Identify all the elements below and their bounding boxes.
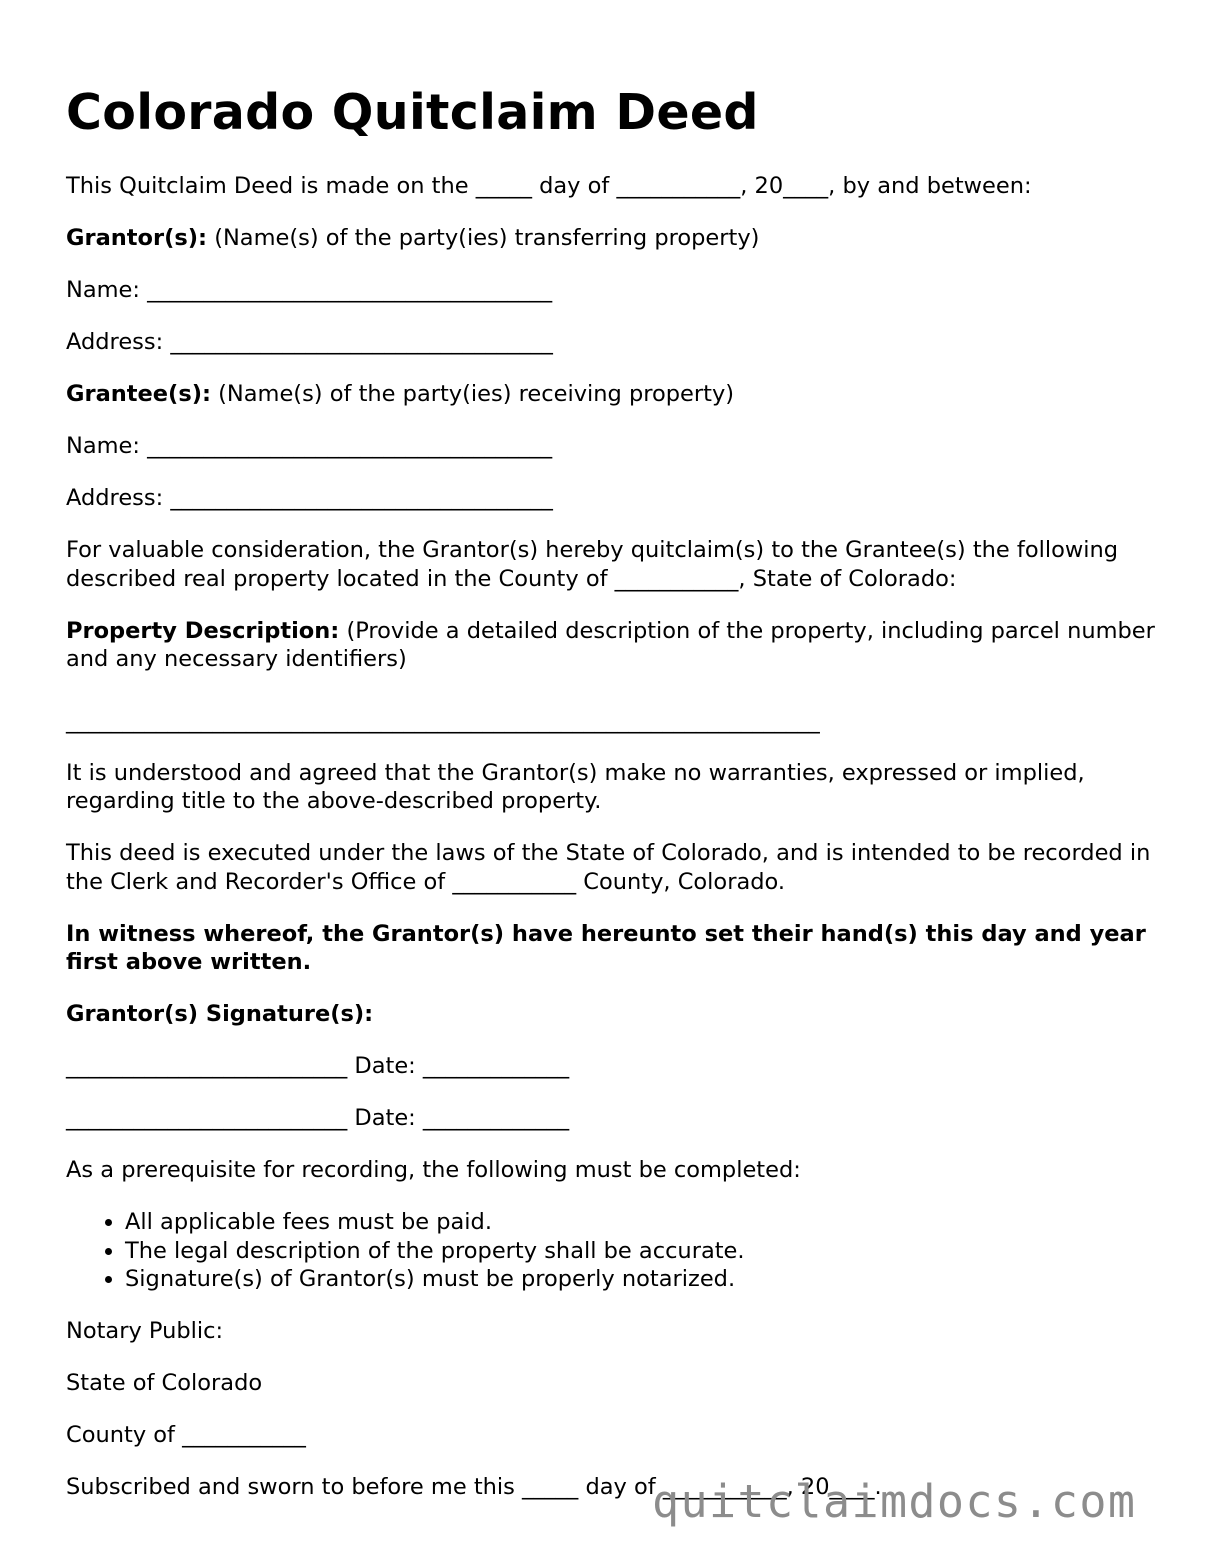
property-description-field[interactable]: ___________________________________________________________________ (66, 707, 820, 734)
page-title: Colorado Quitclaim Deed (66, 84, 759, 141)
grantee-name-field[interactable]: Name: ____________________________________ (66, 433, 553, 459)
notary-county-field[interactable]: County of ___________ (66, 1422, 306, 1448)
grantor-note: (Name(s) of the party(ies) transferring property) (207, 225, 760, 251)
grantee-heading (66, 380, 1156, 409)
watermark: quitclaimdocs.com (652, 1475, 1137, 1528)
list-item: • Signature(s) of Grantor(s) must be properly notarized. (125, 1265, 1156, 1294)
grantor-address-field[interactable]: Address: __________________________________ (66, 329, 553, 355)
property-label: Property Description: (66, 617, 340, 644)
signature-line-2[interactable]: _________________________ Date: _____________ (66, 1105, 570, 1131)
prerequisite-list (66, 1208, 1156, 1294)
list-item: • All applicable fees must be paid. (125, 1208, 1156, 1237)
notary-sworn-text[interactable]: Subscribed and sworn to before me this _____ day of ___________, 20____. (66, 1474, 882, 1500)
signatures-heading: Grantor(s) Signature(s): (66, 1001, 374, 1027)
property-heading (66, 617, 1156, 674)
intro-text: This Quitclaim Deed is made on the _____ day of ___________, 20____, by and between: (66, 173, 1032, 199)
grantor-name-field[interactable]: Name: ____________________________________ (66, 277, 553, 303)
grantee-label: Grantee(s): (66, 381, 211, 407)
grantee-address-field[interactable]: Address: __________________________________ (66, 485, 553, 511)
list-item: • The legal description of the property shall be accurate. (125, 1237, 1156, 1266)
notary-state: State of Colorado (66, 1370, 263, 1396)
grantee-note: (Name(s) of the party(ies) receiving property) (211, 381, 735, 407)
property-note: (Provide a detailed description of the property, including parcel number and any necessary identifiers) (66, 617, 1155, 672)
notary-label: Notary Public: (66, 1318, 224, 1344)
grantor-label: Grantor(s): (66, 225, 208, 251)
witness-text: In witness whereof, the Grantor(s) have hereunto set their hand(s) this day and year first above written. (66, 920, 1146, 975)
grantor-heading (66, 224, 1156, 253)
laws-text: This deed is executed under the laws of the State of Colorado, and is intended to be recorded in the Clerk and Recorder's Office of ___________ County, Colorado. (66, 840, 1151, 895)
deed-document (66, 84, 1156, 1502)
signature-line-1[interactable]: _________________________ Date: _____________ (66, 1053, 570, 1079)
prerequisite-intro: As a prerequisite for recording, the following must be completed: (66, 1157, 801, 1183)
warranty-text: It is understood and agreed that the Grantor(s) make no warranties, expressed or implied, regarding title to the above-described property. (66, 759, 1085, 814)
consideration-text: For valuable consideration, the Grantor(s) hereby quitclaim(s) to the Grantee(s) the following described real property located in the County of ___________, State of Colorado: (66, 537, 1119, 592)
